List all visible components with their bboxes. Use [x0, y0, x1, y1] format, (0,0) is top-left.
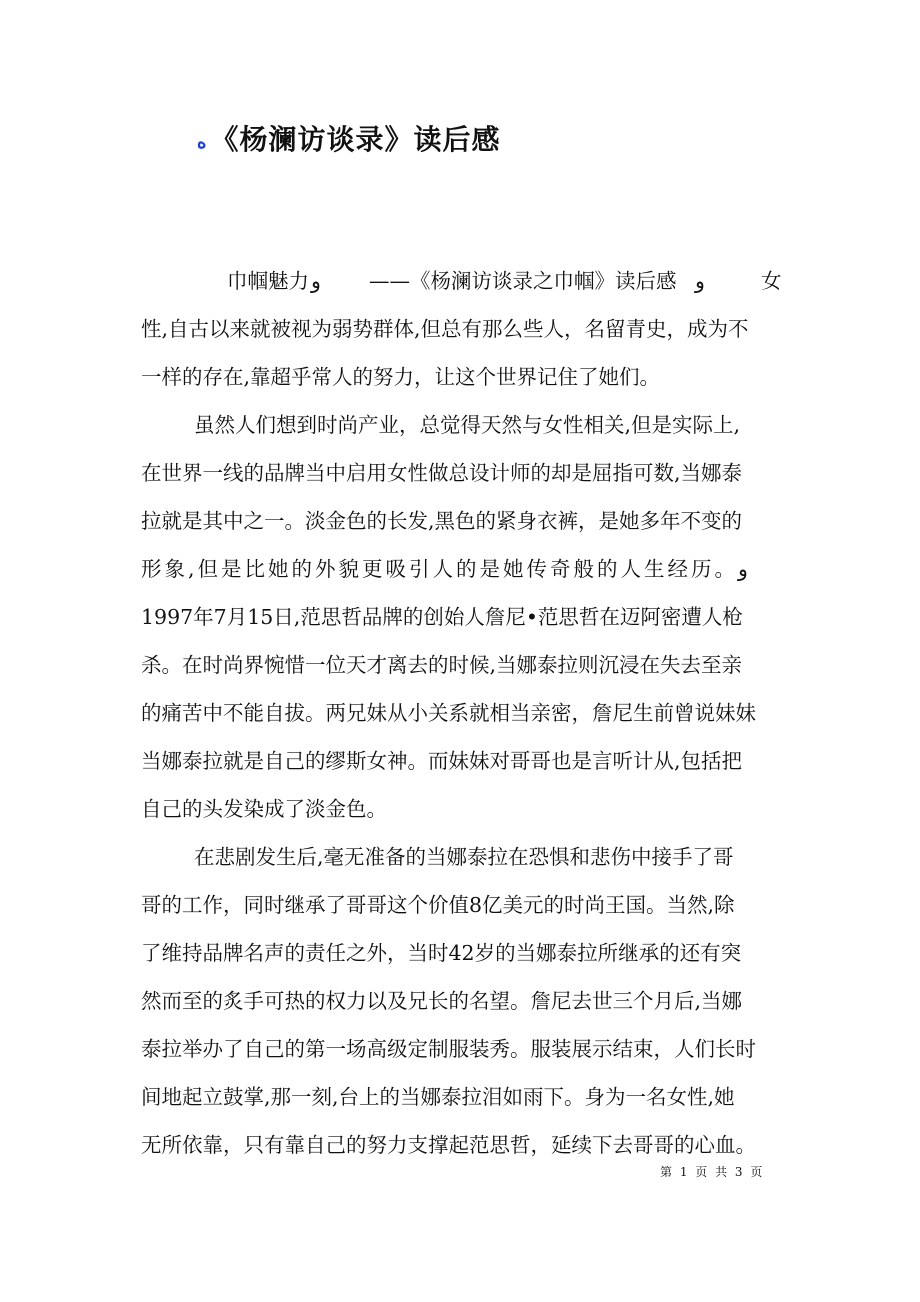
body-line-8	[141, 648, 781, 682]
body-text: 一样的存在,靠超乎常人的努力，让这个世界记住了她们。	[141, 365, 661, 389]
body-text: 然而至的炙手可热的权力以及兄长的名望。詹尼去世三个月后,当娜	[141, 989, 743, 1013]
body-text: 当娜泰拉就是自己的缪斯女神。而妹妹对哥哥也是言听计从,包括把	[141, 749, 743, 773]
body-text: 拉就是其中之一。淡金色的长发,黑色的紧身衣裤，是她多年不变的	[141, 509, 743, 533]
body-line-11	[141, 792, 781, 826]
body-text: 在世界一线的品牌当中启用女性做总设计师的却是屈指可数,当娜泰	[141, 461, 743, 485]
body-line-7	[141, 600, 781, 634]
body-line-15	[141, 984, 781, 1018]
body-line-17	[141, 1080, 781, 1114]
body-line-2	[141, 360, 781, 394]
body-text: 哥的工作，同时继承了哥哥这个价值8亿美元的时尚王国。当然,除	[141, 893, 735, 917]
body-text: 自己的头发染成了淡金色。	[141, 797, 387, 821]
body-line-5	[141, 504, 781, 538]
body-line-13	[141, 888, 781, 922]
body-line-18	[141, 1128, 781, 1162]
subtitle-right: 女	[761, 269, 782, 293]
body-text: 在悲剧发生后,毫无准备的当娜泰拉在恐惧和悲伤中接手了哥	[194, 845, 734, 869]
body-line-10	[141, 744, 781, 778]
body-text: 的痛苦中不能自拔。两兄妹从小关系就相当亲密，詹尼生前曾说妹妹	[141, 701, 756, 725]
body-text: 1997年7月15日,范思哲品牌的创始人詹尼•范思哲在迈阿密遭人枪	[141, 605, 743, 629]
body-text: 形象,但是比她的外貌更吸引人的是她传奇般的人生经历。و	[141, 557, 748, 581]
body-line-14	[141, 936, 781, 970]
body-text: 性,自古以来就被视为弱势群体,但总有那么些人，名留青史，成为不	[141, 317, 749, 341]
subtitle-center-mark: و	[695, 269, 705, 293]
body-text: 无所依靠，只有靠自己的努力支撑起范思哲，延续下去哥哥的心血。	[141, 1133, 756, 1157]
body-line-9	[141, 696, 781, 730]
body-line-6	[141, 552, 781, 586]
subtitle-line	[141, 264, 781, 298]
title-marker: ه	[197, 131, 207, 153]
body-text: 泰拉举办了自己的第一场高级定制服装秀。服装展示结束，人们长时	[141, 1037, 756, 1061]
subtitle-left-mark: و	[311, 269, 321, 293]
body-line-4	[141, 456, 781, 490]
document-title-row	[197, 116, 500, 160]
body-text: 间地起立鼓掌,那一刻,台上的当娜泰拉泪如雨下。身为一名女性,她	[141, 1085, 735, 1109]
body-line-16	[141, 1032, 781, 1066]
body-text: 虽然人们想到时尚产业，总觉得天然与女性相关,但是实际上,	[194, 413, 741, 437]
body-line-12	[194, 840, 781, 874]
page-footer: 第 1 页 共 3 页	[660, 1165, 765, 1179]
subtitle-left: 巾帼魅力	[227, 269, 309, 293]
document-title: 《杨澜访谈录》读后感	[210, 123, 501, 156]
body-text: 杀。在时尚界惋惜一位天才离去的时候,当娜泰拉则沉浸在失去至亲	[141, 653, 743, 677]
body-text: 了维持品牌名声的责任之外，当时42岁的当娜泰拉所继承的还有突	[141, 941, 742, 965]
subtitle-center: ——《杨澜访谈录之巾帼》读后感	[369, 269, 677, 293]
body-line-3	[194, 408, 781, 442]
body-line-1	[141, 312, 781, 346]
